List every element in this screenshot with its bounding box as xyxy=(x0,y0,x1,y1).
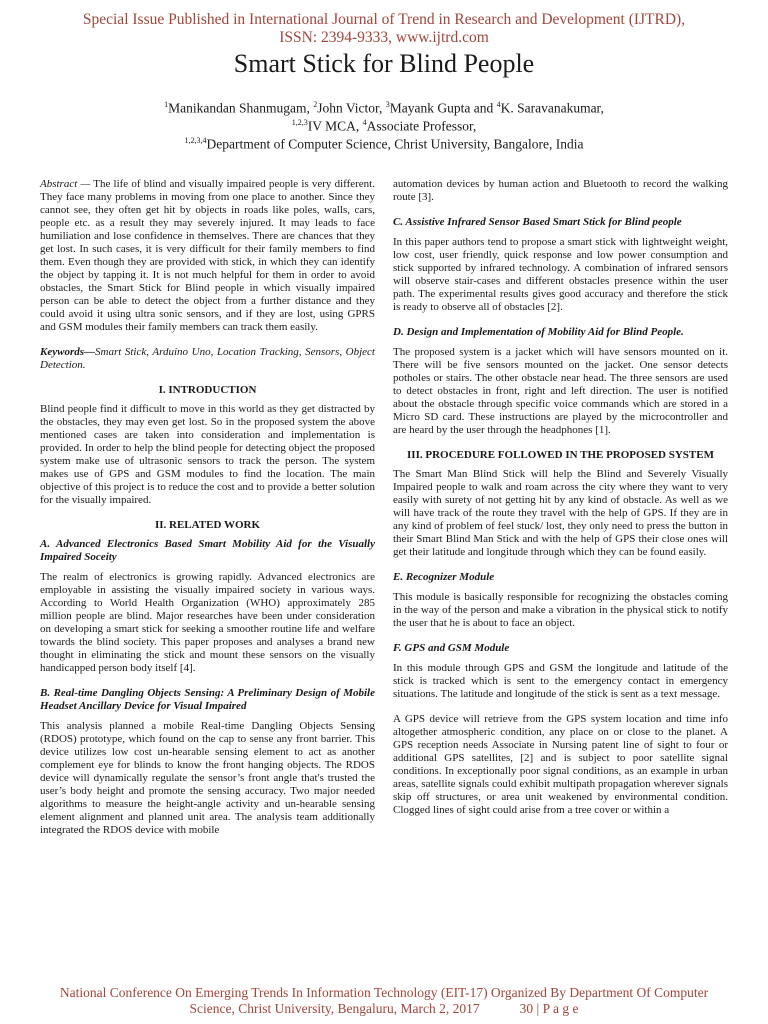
footer-line1: National Conference On Emerging Trends In Information Technology (EIT-17) Organized By Department Of Computer xyxy=(59,985,709,1000)
paragraph-a: The realm of electronics is growing rapidly. Advanced electronics are employable in assisting the visually impaired society in various ways. According to World Health Organization (WHO) approximately 285 million people are blind. Major researches have been under consideration on developing a smart stick for seeking a smoother routine life and welfare towards the blind society. This paper proposes and analyses a brand new thought in eliminating the stick and mount these sensors on the visually handicapped person body itself [4]. xyxy=(40,571,375,674)
paragraph-f2: A GPS device will retrieve from the GPS system location and time info altogether atmospheric condition, any place on or close to the planet. A GPS reception needs Associate in Nursing patent line of sight to four or additional GPS satellites, [2] and is subject to poor satellite signal conditions. In exceptionally poor signal conditions, as an example in urban areas, satellite signals could exhibit multipath propagation wherever signals skip off structures, or area unit weakened by environmental condition. Clogged lines of sight could arise from a tree cover or within a xyxy=(393,713,728,816)
subsection-heading-c: C. Assistive Infrared Sensor Based Smart Stick for Blind people xyxy=(393,216,682,228)
author-sup: 2 xyxy=(313,100,318,109)
footer-line2 xyxy=(0,1000,768,1017)
paragraph-d: The proposed system is a jacket which will have sensors mounted on it. There will be five sensors mounted on the jacket. One sensor detects potholes or stairs. The other obstacle near head. The three sensors are used to detect obstacles in front, right and left direction. The user is notified about the obstacle through specific voice commands which are stored in a Micro SD card. These instructions are played by the microcontroller and are heard by the user through the headphones [1]. xyxy=(393,346,728,436)
paragraph-introduction: Blind people find it difficult to move in this world as they get distracted by the obstacles, they may even get lost. So in the proposed system the above mentioned cases are taken into consideration and implementation is provided. In order to help the blind people for detecting object the proposed system make use of ultrasonic sensors to track the person. The system makes use of GPS and GSM modules to find the location. The main objective of this project is to reduce the cost and to provide a better solution for the visually impaired. xyxy=(40,403,375,506)
paragraph-c: In this paper authors tend to propose a smart stick with lightweight weight, low cost, user friendly, quick response and low power consumption and stick supported by infrared technology. A combination of infrared sensors will observe stair-cases and different obstacles presence within the user path. The experimental results gives good accuracy and therefore the stick is ready to observe all of obstacles [2]. xyxy=(393,236,728,313)
affiliation-sup: 1,2,3,4 xyxy=(184,136,207,145)
paragraph-b-continued: automation devices by human action and Bluetooth to record the walking route [3]. xyxy=(393,178,728,203)
abstract-text: The life of blind and visually impaired people is very different. They face many problems in moving from one place to another. Since they cannot see, they often get hit by objects in roads like poles, walls, cars, people etc. as a result they may severely injured. It may leads to face humiliation and lose confidence in themselves. There are chances that they get lost. In such cases, it is very difficult for their family members to find them. Even though they are provided with stick, in which they can identify the object by tapping it. It is not much helpful for them in order to avoid obstacles, the Smart Stick for Blind people in which visually impaired person can be able to detect the object from a further distance and they could avoid it using ultra sonic sensors, and if they are lost, using GPRS and GSM modules their family members can track them easily. xyxy=(40,178,375,333)
left-column xyxy=(40,178,375,843)
abstract-label: Abstract — xyxy=(40,178,91,190)
subsection-heading-f: F. GPS and GSM Module xyxy=(393,642,510,654)
author-name: Manikandan Shanmugam, xyxy=(168,100,314,116)
affiliation-text: Department of Computer Science, Christ University, Bangalore, India xyxy=(206,136,584,152)
journal-header-line2: ISSN: 2394-9333, www.ijtrd.com xyxy=(279,29,489,46)
author-name: Mayank Gupta and xyxy=(389,100,497,116)
paragraph-procedure: The Smart Man Blind Stick will help the Blind and Severely Visually Impaired people to walk and roam across the city where they want to very easily with surety of not getting hit by any kind of obstacle. As well as we will have track of the route they travel with the help of GPS. If they are in any kind of problem of feel stuck/ lost, they only need to press the button in their Smart Blind Man Stick and with the help of GPS their close ones will get their latitude and longitude through which they can be found easily. xyxy=(393,468,728,558)
affiliation-sup: 1,2,3 xyxy=(291,118,308,127)
paragraph-e: This module is basically responsible for recognizing the obstacles coming in the way of the person and make a vibration in the physical stick to notify the user that he is about to face an object. xyxy=(393,591,728,629)
paragraph-b: This analysis planned a mobile Real-time Dangling Objects Sensing (RDOS) prototype, which found on the cap to sense any front barrier. This device utilizes low cost un-hearable sensing element to act as another complement eye for blinds to know the front hanging objects. The RDOS device will dynamically regulate the sensor’s front angle that's trusted the user’s body height and promote the sensing accuracy. Two major needed algorithms to measure the height-angle activity and un-hearable sensing element alignment and planned unit area. The analysis team additionally integrated the RDOS device with mobile xyxy=(40,720,375,836)
section-heading-procedure: III. PROCEDURE FOLLOWED IN THE PROPOSED SYSTEM xyxy=(407,449,714,461)
author-sup: 4 xyxy=(496,100,501,109)
author-name: K. Saravanakumar, xyxy=(500,100,604,116)
abstract xyxy=(40,178,375,334)
affiliation-sup: 4 xyxy=(362,118,367,127)
paragraph-f1: In this module through GPS and GSM the longitude and latitude of the stick is tracked which is sent to the emergency contact in emergency situations. The latitude and longitude of the stick is sent as a text message. xyxy=(393,662,728,700)
footer-venue: Science, Christ University, Bengaluru, March 2, 2017 xyxy=(189,1001,480,1016)
affiliation-text: Associate Professor, xyxy=(366,118,477,134)
author-sup: 1 xyxy=(164,100,169,109)
section-heading-related-work: II. RELATED WORK xyxy=(154,519,261,531)
right-column xyxy=(393,178,728,823)
section-heading-introduction: I. INTRODUCTION xyxy=(158,384,257,396)
affiliation-line2 xyxy=(0,132,768,153)
affiliation-text: IV MCA, xyxy=(307,118,363,134)
paper-title: Smart Stick for Blind People xyxy=(233,49,535,78)
keywords-label: Keywords— xyxy=(40,346,95,358)
author-name: John Victor, xyxy=(317,100,386,116)
subsection-heading-b: B. Real-time Dangling Objects Sensing: A Preliminary Design of Mobile Headset Ancillary Device for Visual Impaired xyxy=(40,687,375,712)
subsection-heading-e: E. Recognizer Module xyxy=(393,571,495,583)
author-sup: 3 xyxy=(385,100,390,109)
page-number: 30 | P a g e xyxy=(519,1001,579,1016)
subsection-heading-a: A. Advanced Electronics Based Smart Mobility Aid for the Visually Impaired Soceity xyxy=(40,538,375,563)
journal-header-line1: Special Issue Published in International Journal of Trend in Research and Development (IJTRD), xyxy=(82,11,686,28)
subsection-heading-d: D. Design and Implementation of Mobility Aid for Blind People. xyxy=(393,326,684,338)
keywords xyxy=(40,346,375,372)
keywords-text: Smart Stick, Arduino Uno, Location Tracking, Sensors, Object Detection. xyxy=(40,346,375,371)
